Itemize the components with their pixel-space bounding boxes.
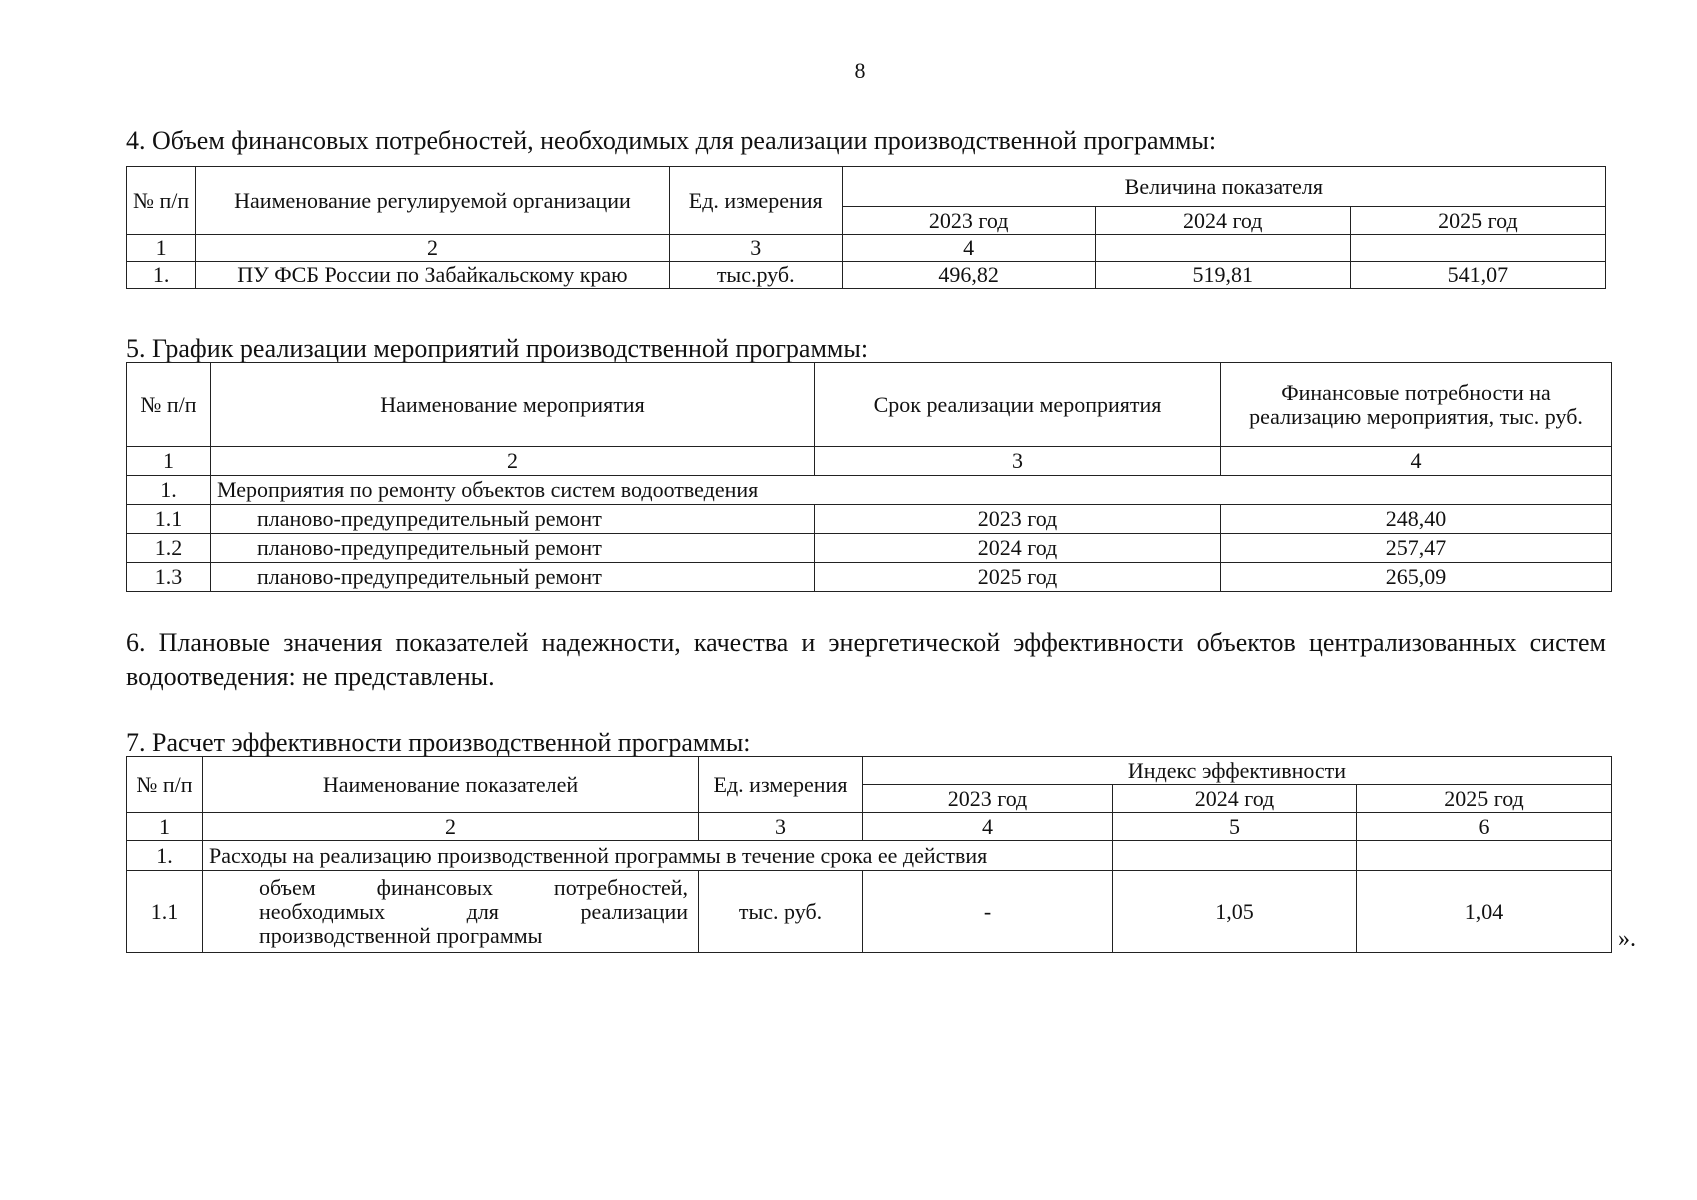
index-cell: 2 [203, 813, 699, 841]
header-year-2024: 2024 год [1113, 785, 1357, 813]
index-cell [1350, 235, 1605, 262]
group-row [127, 841, 1612, 871]
row-num: 1.1 [127, 505, 211, 534]
index-cell: 4 [842, 235, 1095, 262]
empty-cell [1113, 841, 1357, 871]
row-finance: 257,47 [1221, 534, 1612, 563]
index-cell: 4 [1221, 447, 1612, 476]
header-org: Наименование регулируемой организации [196, 167, 670, 235]
row-value-2025: 541,07 [1350, 262, 1605, 289]
section-4-heading: 4. Объем финансовых потребностей, необходимых для реализации производственной программы: [126, 126, 1217, 155]
column-index-row [127, 235, 1606, 262]
row-finance: 248,40 [1221, 505, 1612, 534]
index-cell: 3 [699, 813, 863, 841]
group-name: Мероприятия по ремонту объектов систем водоотведения [211, 476, 1612, 505]
header-num: № п/п [127, 167, 196, 235]
row-num: 1.1 [127, 871, 203, 953]
group-row [127, 476, 1612, 505]
row-value-2024: 1,05 [1113, 871, 1357, 953]
header-finance: Финансовые потребности на реализацию мероприятия, тыс. руб. [1221, 363, 1612, 447]
row-term: 2023 год [815, 505, 1221, 534]
index-cell: 2 [196, 235, 670, 262]
index-cell: 5 [1113, 813, 1357, 841]
indicator-name-line-1: объем финансовых потребностей, [259, 874, 688, 900]
indicator-name-line-2: необходимых для реализации [259, 898, 688, 924]
row-term: 2025 год [815, 563, 1221, 592]
row-term: 2024 год [815, 534, 1221, 563]
row-unit: тыс. руб. [699, 871, 863, 953]
row-org: ПУ ФСБ России по Забайкальскому краю [196, 262, 670, 289]
column-index-row [127, 813, 1612, 841]
header-num: № п/п [127, 363, 211, 447]
row-activity-name: планово-предупредительный ремонт [211, 563, 815, 592]
index-cell: 6 [1357, 813, 1612, 841]
table-row [127, 505, 1612, 534]
header-efficiency-index: Индекс эффективности [863, 757, 1612, 785]
index-cell: 1 [127, 235, 196, 262]
header-value: Величина показателя [842, 167, 1605, 207]
header-year-2025: 2025 год [1350, 207, 1605, 235]
activities-schedule-table [126, 362, 1612, 592]
column-index-row [127, 447, 1612, 476]
section-6-paragraph: 6. Плановые значения показателей надежности, качества и энергетической эффективности объектов централизованных систем водоотведения: не представлены. [126, 628, 1606, 691]
indicator-name-line-3: производственной программы [259, 922, 543, 948]
group-num: 1. [127, 476, 211, 505]
header-indicator-name: Наименование показателей [203, 757, 699, 813]
row-unit: тыс.руб. [669, 262, 842, 289]
table-row [127, 871, 1612, 953]
table-row [127, 563, 1612, 592]
row-activity-name: планово-предупредительный ремонт [211, 505, 815, 534]
row-value-2023: 496,82 [842, 262, 1095, 289]
row-finance: 265,09 [1221, 563, 1612, 592]
table-row [127, 262, 1606, 289]
row-value-2024: 519,81 [1095, 262, 1350, 289]
row-num: 1. [127, 262, 196, 289]
index-cell [1095, 235, 1350, 262]
page-number: 8 [854, 58, 866, 83]
row-value-2025: 1,04 [1357, 871, 1612, 953]
group-name: Расходы на реализацию производственной программы в течение срока ее действия [203, 841, 1113, 871]
header-term: Срок реализации мероприятия [815, 363, 1221, 447]
section-7-heading: 7. Расчет эффективности производственной программы: [126, 728, 751, 757]
header-year-2023: 2023 год [863, 785, 1113, 813]
closing-quote: ». [1618, 926, 1636, 952]
index-cell: 1 [127, 813, 203, 841]
header-activity-name: Наименование мероприятия [211, 363, 815, 447]
index-cell: 1 [127, 447, 211, 476]
section-5-heading: 5. График реализации мероприятий производственной программы: [126, 334, 869, 363]
header-year-2024: 2024 год [1095, 207, 1350, 235]
row-num: 1.2 [127, 534, 211, 563]
financial-needs-table [126, 166, 1606, 289]
index-cell: 4 [863, 813, 1113, 841]
row-indicator-name [203, 871, 699, 953]
header-num: № п/п [127, 757, 203, 813]
index-cell: 3 [815, 447, 1221, 476]
header-unit: Ед. измерения [699, 757, 863, 813]
group-num: 1. [127, 841, 203, 871]
index-cell: 3 [669, 235, 842, 262]
row-num: 1.3 [127, 563, 211, 592]
header-unit: Ед. измерения [669, 167, 842, 235]
header-year-2025: 2025 год [1357, 785, 1612, 813]
efficiency-calculation-table [126, 756, 1612, 953]
header-year-2023: 2023 год [842, 207, 1095, 235]
index-cell: 2 [211, 447, 815, 476]
table-row [127, 534, 1612, 563]
empty-cell [1357, 841, 1612, 871]
row-activity-name: планово-предупредительный ремонт [211, 534, 815, 563]
row-value-2023: - [863, 871, 1113, 953]
